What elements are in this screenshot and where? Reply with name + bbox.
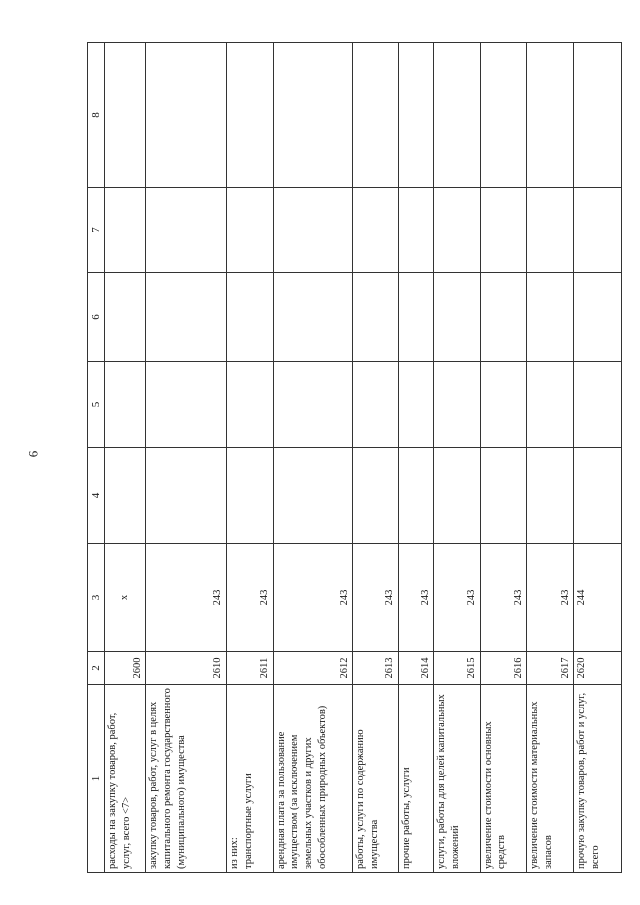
table-cell (434, 273, 481, 362)
table-row (353, 43, 399, 873)
rotated-table-container (87, 43, 622, 873)
row-kosgu: 243 (434, 544, 481, 652)
row-code: 2612 (273, 652, 353, 685)
table-cell (146, 43, 227, 188)
table-cell (398, 362, 433, 448)
header-cell: 6 (88, 273, 105, 362)
table-cell (434, 448, 481, 544)
table-row (480, 43, 527, 873)
table-cell (527, 188, 574, 273)
expenses-table (87, 42, 622, 873)
table-cell (434, 43, 481, 188)
header-cell: 3 (88, 544, 105, 652)
table-cell (146, 448, 227, 544)
table-row (146, 43, 227, 873)
table-cell (480, 273, 527, 362)
table-cell (273, 362, 353, 448)
table-cell (227, 188, 274, 273)
table-cell (527, 273, 574, 362)
table-cell (480, 362, 527, 448)
table-cell (353, 188, 399, 273)
table-cell (398, 448, 433, 544)
row-kosgu: 243 (398, 544, 433, 652)
table-cell (227, 448, 274, 544)
row-code: 2615 (434, 652, 481, 685)
table-cell (353, 43, 399, 188)
row-kosgu: 243 (353, 544, 399, 652)
table-row (398, 43, 433, 873)
row-code: 2620 (574, 652, 622, 685)
table-cell (273, 43, 353, 188)
table-cell (398, 273, 433, 362)
table-cell (105, 362, 146, 448)
table-cell (227, 362, 274, 448)
table-cell (527, 362, 574, 448)
header-cell: 5 (88, 362, 105, 448)
table-row (574, 43, 622, 873)
page-number: 6 (25, 450, 41, 458)
row-kosgu: 243 (146, 544, 227, 652)
row-code: 2611 (227, 652, 274, 685)
table-cell (105, 43, 146, 188)
header-cell: 8 (88, 43, 105, 188)
row-label: работы, услуги по содержанию имущества (353, 685, 399, 873)
row-label: закупку товаров, работ, услуг в целях капитального ремонта государственного (муниципального) имущества (146, 685, 227, 873)
row-kosgu: x (105, 544, 146, 652)
table-cell (398, 188, 433, 273)
table-cell (527, 43, 574, 188)
table-cell (353, 362, 399, 448)
row-kosgu: 243 (480, 544, 527, 652)
table-cell (105, 188, 146, 273)
row-label: прочую закупку товаров, работ и услуг, всего (574, 685, 622, 873)
table-cell (434, 362, 481, 448)
header-cell: 2 (88, 652, 105, 685)
row-code: 2617 (527, 652, 574, 685)
table-cell (146, 188, 227, 273)
row-kosgu: 243 (273, 544, 353, 652)
table-row (105, 43, 146, 873)
table-cell (574, 448, 622, 544)
header-cell: 7 (88, 188, 105, 273)
table-cell (574, 362, 622, 448)
table-cell (480, 43, 527, 188)
table-cell (105, 448, 146, 544)
row-code: 2600 (105, 652, 146, 685)
row-code: 2614 (398, 652, 433, 685)
table-cell (105, 273, 146, 362)
row-label: увеличение стоимости основных средств (480, 685, 527, 873)
table-cell (574, 273, 622, 362)
table-row (273, 43, 353, 873)
table-row (434, 43, 481, 873)
table-cell (480, 448, 527, 544)
row-code: 2610 (146, 652, 227, 685)
table-cell (353, 448, 399, 544)
table-cell (273, 273, 353, 362)
table-cell (146, 362, 227, 448)
row-label: из них: транспортные услуги (227, 685, 274, 873)
table-row (227, 43, 274, 873)
row-code: 2613 (353, 652, 399, 685)
row-label: увеличение стоимости материальных запасов (527, 685, 574, 873)
table-cell (527, 448, 574, 544)
row-label: прочие работы, услуги (398, 685, 433, 873)
table-cell (574, 43, 622, 188)
table-cell (273, 448, 353, 544)
table-cell (398, 43, 433, 188)
row-code: 2616 (480, 652, 527, 685)
table-cell (353, 273, 399, 362)
row-kosgu: 243 (227, 544, 274, 652)
row-kosgu: 244 (574, 544, 622, 652)
table-cell (480, 188, 527, 273)
table-cell (574, 188, 622, 273)
row-kosgu: 243 (527, 544, 574, 652)
row-label: расходы на закупку товаров, работ, услуг, всего <7> (105, 685, 146, 873)
table-cell (227, 43, 274, 188)
table-cell (146, 273, 227, 362)
header-cell: 1 (88, 685, 105, 873)
row-label: арендная плата за пользование имуществом (за исключением земельных участков и других обособленных природных объектов) (273, 685, 353, 873)
table-cell (434, 188, 481, 273)
row-label: услуги, работы для целей капитальных вложений (434, 685, 481, 873)
table-cell (227, 273, 274, 362)
header-row (88, 43, 105, 873)
table-row (527, 43, 574, 873)
header-cell: 4 (88, 448, 105, 544)
table-cell (273, 188, 353, 273)
